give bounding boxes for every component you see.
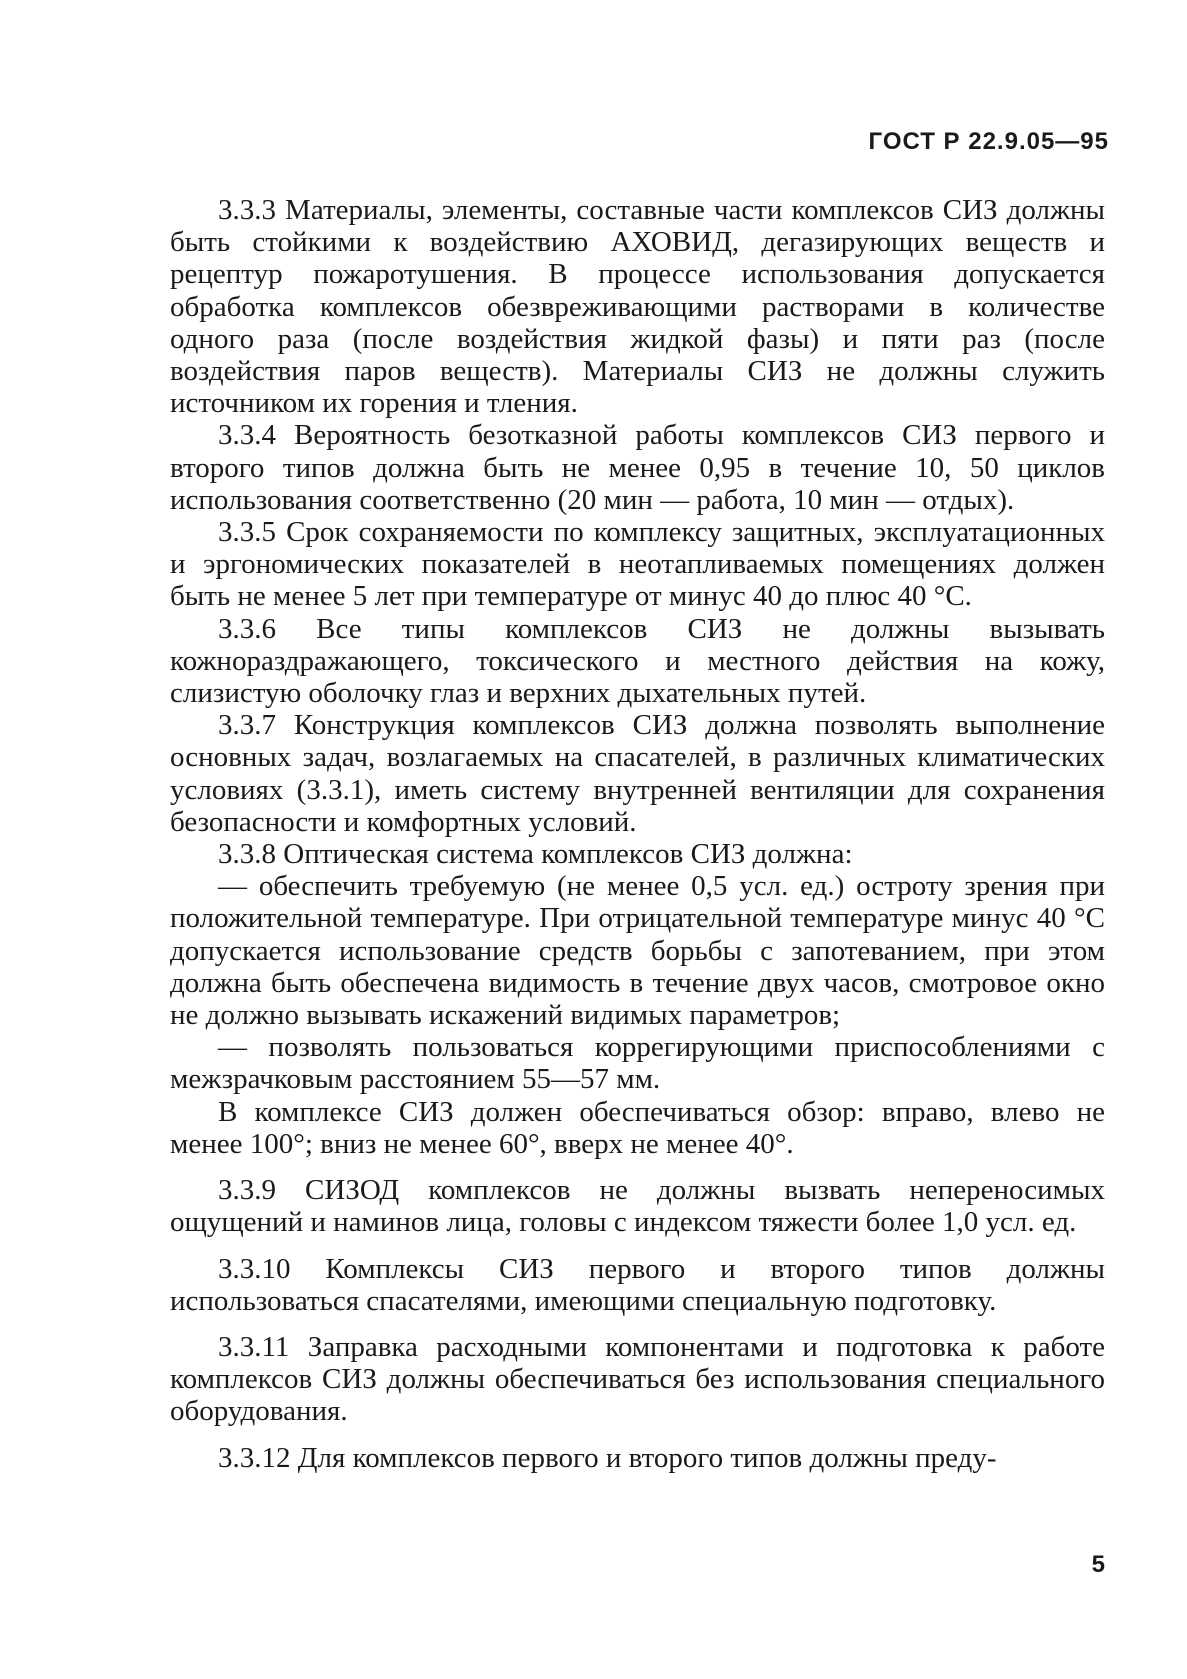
paragraph-3-3-10: 3.3.10 Комплексы СИЗ первого и второго типов должны использоваться спасателями, имеющими специальную подготовку. bbox=[170, 1252, 1105, 1317]
paragraph-3-3-11: 3.3.11 Заправка расходными компонентами и подготовка к работе комплексов СИЗ должны обеспечиваться без использования специального оборудования. bbox=[170, 1330, 1105, 1428]
paragraph-3-3-6: 3.3.6 Все типы комплексов СИЗ не должны вызывать кожнораздражающего, токсического и местного действия на кожу, слизистую оболочку глаз и верхних дыхательных путей. bbox=[170, 612, 1105, 710]
list-item-optics-1: — обеспечить требуемую (не менее 0,5 усл. ед.) остроту зрения при положительной температуре. При отрицательной температуре минус 40 °С допускается использование средств борьбы с запотеванием, при этом должна быть обеспечена видимость в течение двух часов, смотровое окно не должно вызывать искажений видимых параметров; bbox=[170, 870, 1105, 1032]
standard-header: ГОСТ Р 22.9.05—95 bbox=[868, 128, 1109, 155]
page-number: 5 bbox=[1091, 1551, 1105, 1578]
paragraph-3-3-7: 3.3.7 Конструкция комплексов СИЗ должна позволять выполнение основных задач, возлагаемых на спасателей, в различных климатических условиях (3.3.1), иметь систему внутренней вентиляции для сохранения безопасности и комфортных условий. bbox=[170, 709, 1105, 838]
paragraph-3-3-5: 3.3.5 Срок сохраняемости по комплексу защитных, эксплуатационных и эргономических показателей в неотапливаемых помещениях должен быть не менее 5 лет при температуре от минус 40 до плюс 40 °С. bbox=[170, 516, 1105, 613]
paragraph-3-3-12: 3.3.12 Для комплексов первого и второго типов должны преду- bbox=[218, 1441, 997, 1474]
paragraph-3-3-9: 3.3.9 СИЗОД комплексов не должны вызвать непереносимых ощущений и наминов лица, головы с индексом тяжести более 1,0 усл. ед. bbox=[170, 1174, 1105, 1239]
paragraph-3-3-4: 3.3.4 Вероятность безотказной работы комплексов СИЗ первого и второго типов должна быть не менее 0,95 в течение 10, 50 циклов использования соответственно (20 мин — работа, 10 мин — отдых). bbox=[170, 419, 1105, 516]
paragraph-3-3-3: 3.3.3 Материалы, элементы, составные части комплексов СИЗ должны быть стойкими к воздействию АХОВИД, дегазирующих веществ и рецептур пожаротушения. В процессе использования допускается обработка комплексов обезвреживающими растворами в количестве одного раза (после воздействия жидкой фазы) и пяти раз (после воздействия паров веществ). Материалы СИЗ не должны служить источником их горения и тления. bbox=[170, 194, 1105, 420]
document-body bbox=[170, 194, 1105, 1474]
list-item-optics-2: — позволять пользоваться коррегирующими приспособлениями с межзрачковым расстоянием 55—57 мм. bbox=[170, 1031, 1105, 1096]
paragraph-3-3-8: 3.3.8 Оптическая система комплексов СИЗ должна: bbox=[218, 838, 853, 871]
paragraph-field-of-view: В комплексе СИЗ должен обеспечиваться обзор: вправо, влево не менее 100°; вниз не менее 60°, вверх не менее 40°. bbox=[170, 1095, 1105, 1160]
